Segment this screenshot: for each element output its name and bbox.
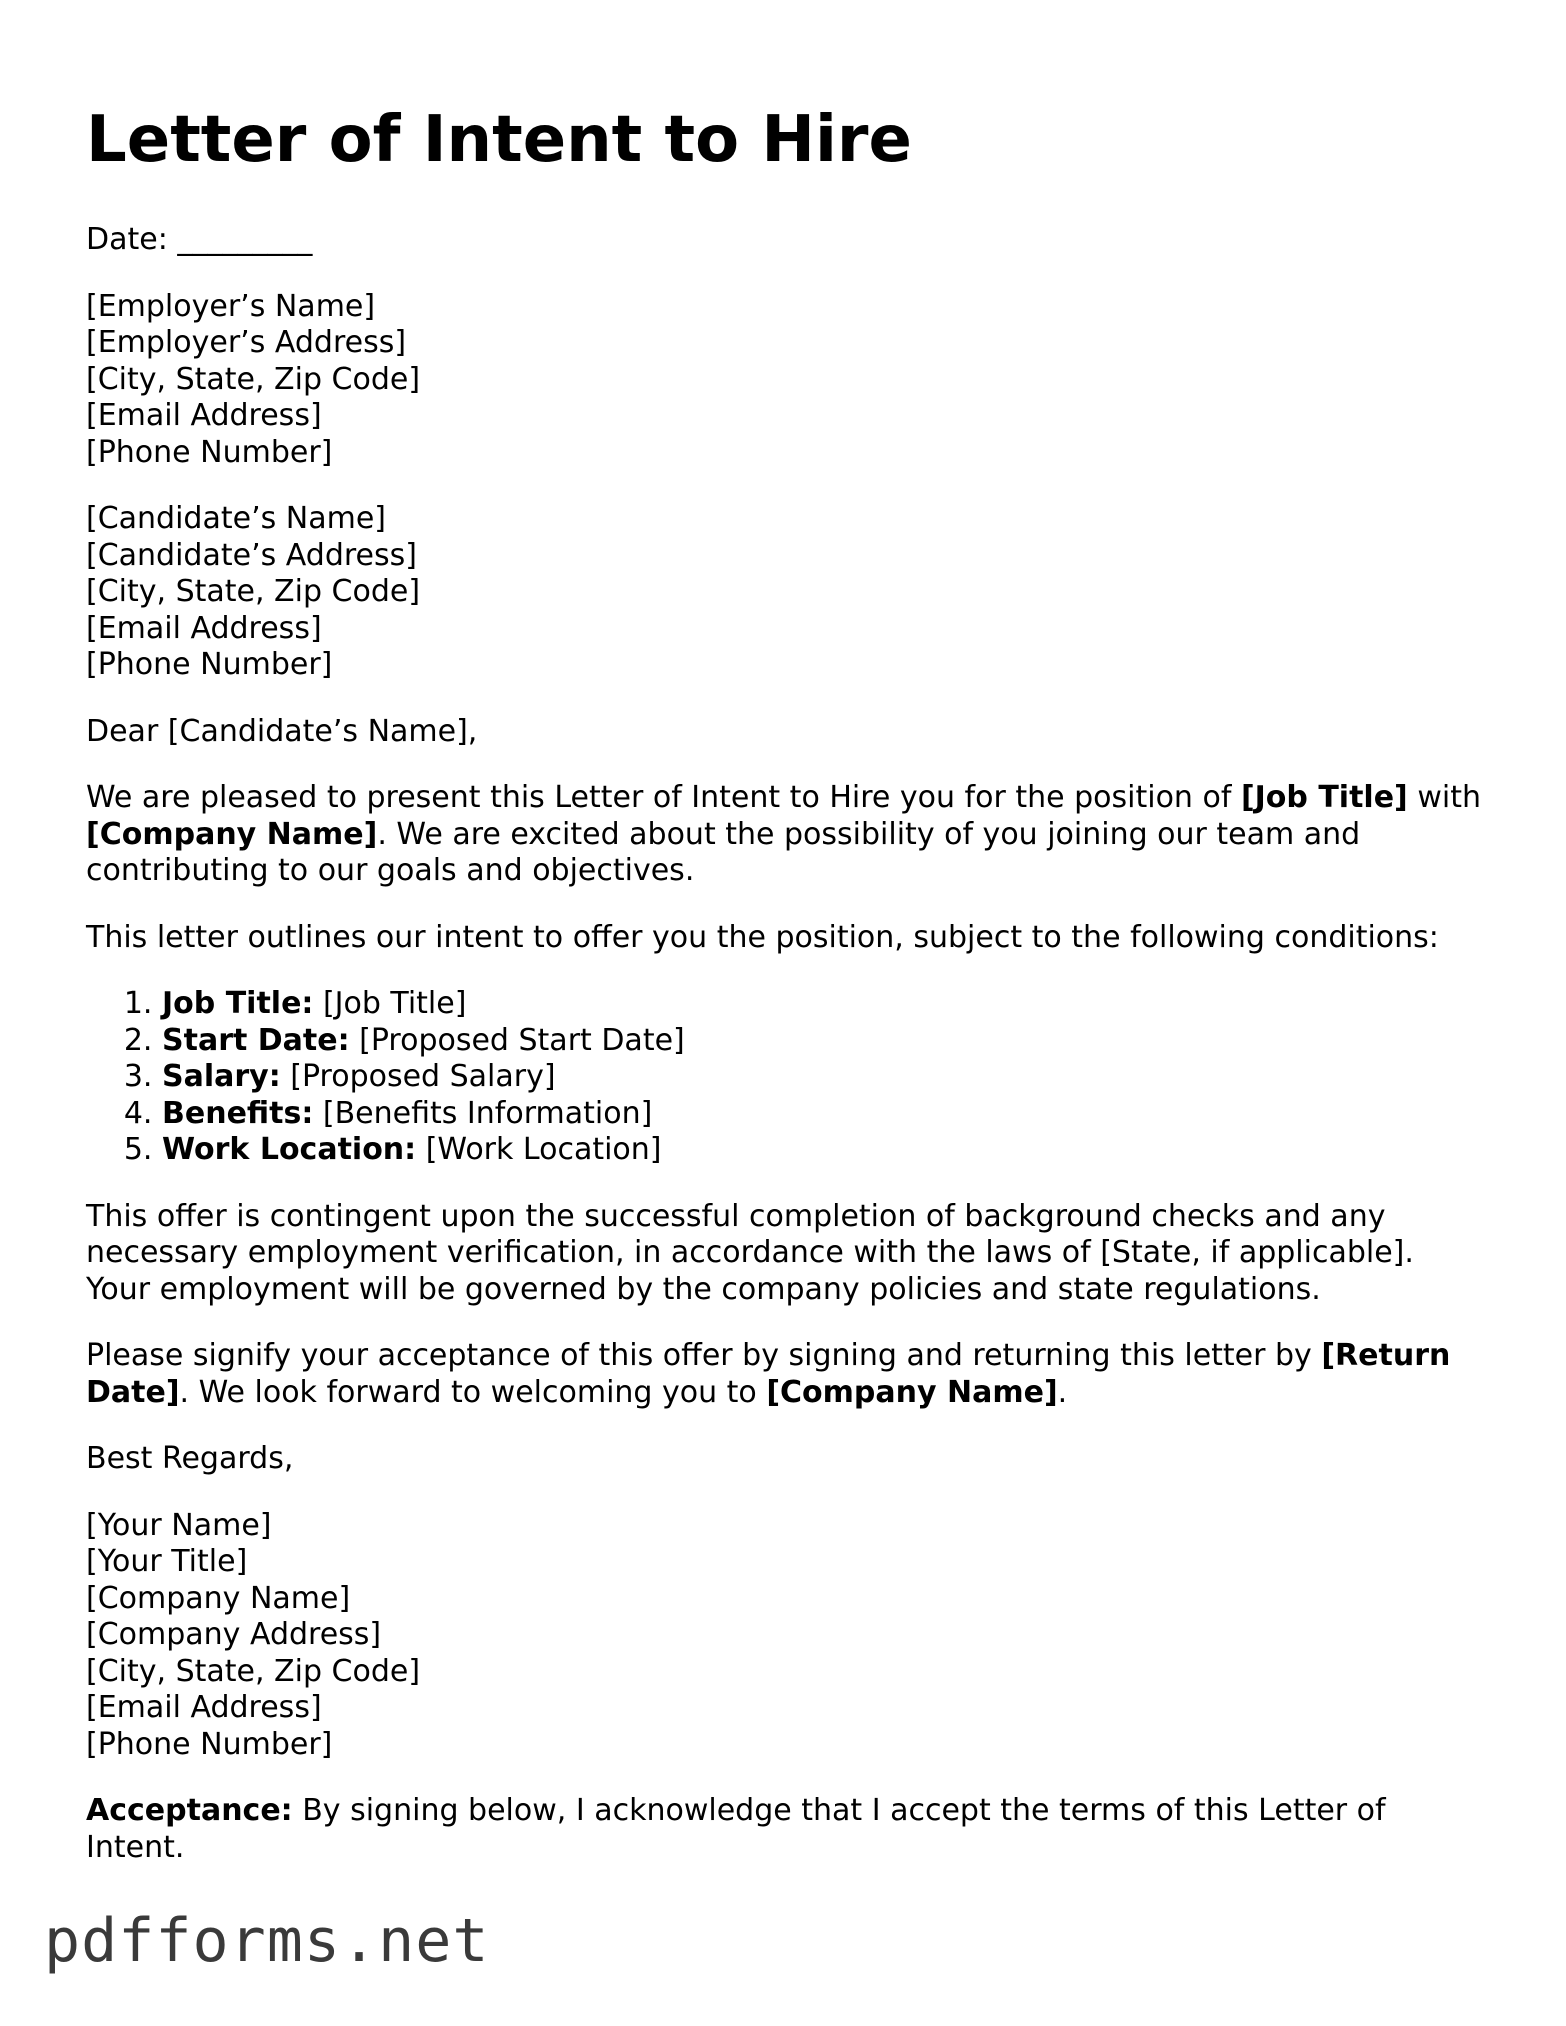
acceptance-paragraph (86, 1793, 1486, 1866)
sender-email: [Email Address] (86, 1690, 322, 1725)
candidate-phone: [Phone Number] (86, 647, 333, 682)
candidate-name: [Candidate’s Name] (86, 501, 386, 536)
intro-company-name: [Company Name] (86, 816, 378, 852)
sender-phone: [Phone Number] (86, 1726, 333, 1762)
condition-label: Work Location: (162, 1132, 417, 1167)
page-title: Letter of Intent to Hire (86, 103, 912, 177)
outline-paragraph: This letter outlines our intent to offer you the position, subject to the following conditions: (86, 919, 1439, 955)
condition-item (162, 1059, 1486, 1096)
acceptance-request-text-1: Please signify your acceptance of this offer by signing and returning this letter by (86, 1338, 1322, 1373)
date-line: Date: _________ (86, 222, 313, 257)
acceptance-request-text-3: . (1057, 1374, 1068, 1410)
condition-item (162, 1096, 1486, 1133)
condition-item (162, 1023, 1486, 1060)
sender-name: [Your Name] (86, 1507, 272, 1543)
condition-value: [Job Title] (313, 986, 467, 1021)
employer-name: [Employer’s Name] (86, 288, 376, 324)
employer-city-state-zip: [City, State, Zip Code] (86, 361, 421, 397)
candidate-email: [Email Address] (86, 610, 322, 646)
closing: Best Regards, (86, 1441, 294, 1476)
condition-value: [Proposed Start Date] (349, 1022, 685, 1058)
condition-value: [Proposed Salary] (280, 1059, 556, 1094)
acceptance-label: Acceptance: (86, 1793, 293, 1828)
condition-label: Salary: (162, 1059, 281, 1094)
candidate-city-state-zip: [City, State, Zip Code] (86, 574, 421, 609)
acceptance-request-company-name: [Company Name] (766, 1374, 1058, 1410)
sender-signature-block (86, 1508, 1486, 1764)
intro-job-title: [Job Title] (1240, 780, 1408, 815)
return-date: [Return Date] (86, 1338, 1451, 1410)
sender-city-state-zip: [City, State, Zip Code] (86, 1653, 421, 1689)
intro-text-1: We are pleased to present this Letter of Intent to Hire you for the position of (86, 780, 1241, 815)
intro-paragraph (86, 780, 1486, 890)
conditions-list (86, 986, 1486, 1169)
sender-title: [Your Title] (86, 1544, 248, 1579)
condition-label: Start Date: (162, 1022, 350, 1058)
candidate-address-block (86, 501, 1486, 684)
acceptance-text: By signing below, I acknowledge that I accept the terms of this Letter of Intent. (86, 1793, 1386, 1865)
employer-email: [Email Address] (86, 398, 322, 433)
letter-page (86, 100, 1486, 1896)
condition-label: Job Title: (162, 986, 314, 1021)
sender-company-name: [Company Name] (86, 1580, 351, 1616)
employer-phone: [Phone Number] (86, 434, 333, 470)
employer-address: [Employer’s Address] (86, 325, 407, 360)
acceptance-request-text-2: . We look forward to welcoming you to (179, 1374, 767, 1410)
candidate-address: [Candidate’s Address] (86, 537, 417, 573)
sender-company-address: [Company Address] (86, 1617, 382, 1652)
watermark-logo: pdfforms.net (44, 1906, 490, 1976)
employer-address-block (86, 289, 1486, 472)
intro-text-3: . We are excited about the possibility of you joining our team and contributing to our goals and objectives. (86, 816, 1361, 888)
condition-value: [Benefits Information] (313, 1095, 653, 1131)
condition-label: Benefits: (162, 1095, 314, 1131)
condition-item (162, 1132, 1486, 1169)
intro-text-2: with (1407, 780, 1481, 815)
condition-item (162, 986, 1486, 1023)
salutation: Dear [Candidate’s Name], (86, 713, 478, 749)
acceptance-request-paragraph (86, 1338, 1486, 1411)
contingent-paragraph: This offer is contingent upon the successful completion of background checks and any necessary employment verification, in accordance with the laws of [State, if applicable]. Your employment will be governed by the company policies and state regulations. (86, 1198, 1414, 1307)
condition-value: [Work Location] (416, 1132, 662, 1167)
